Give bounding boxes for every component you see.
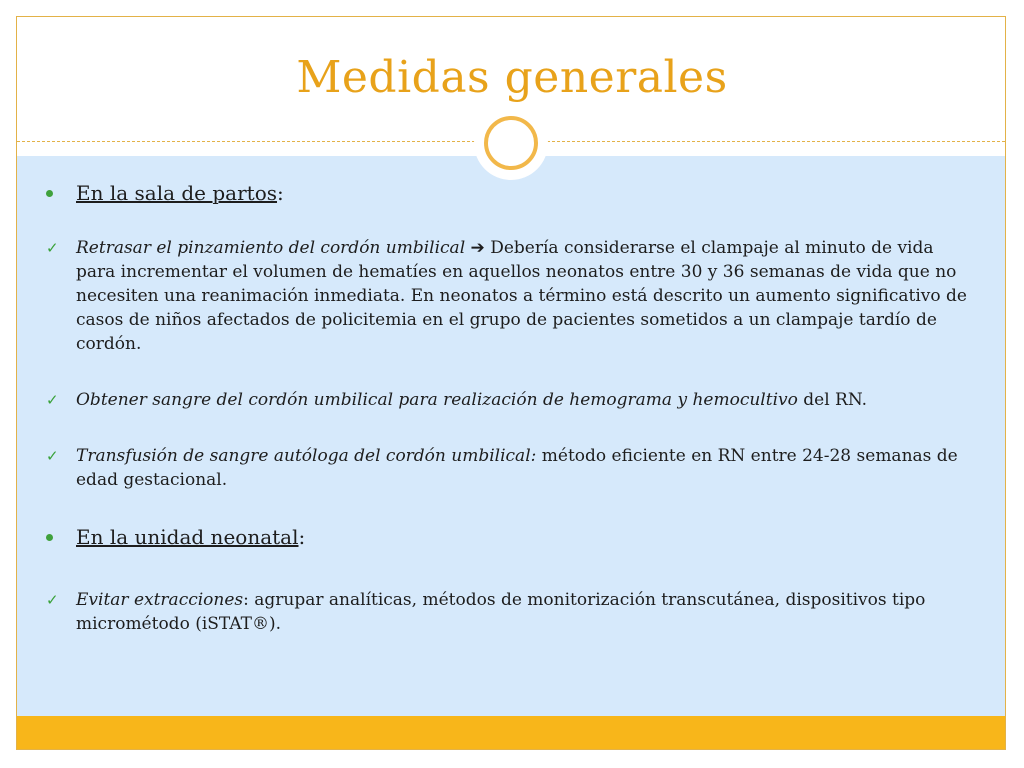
list-item-cord-clamping — [46, 236, 976, 356]
list-item-cord-blood — [46, 388, 976, 412]
check-icon: ✓ — [46, 239, 59, 257]
check-icon: ✓ — [46, 591, 59, 609]
list-item-autologous-transfusion — [46, 444, 976, 492]
bullet-dot-icon — [46, 534, 53, 541]
item-italic-text: Transfusión de sangre autóloga del cordón umbilical: — [76, 446, 537, 466]
item-text: Debería considerarse el clampaje al minuto de vida para incrementar el volumen de hematíes en aquellos neonatos entre 30 y 36 semanas de vida que no necesiten una reanimación inmediata. En neonatos a término está descrito un aumento significativo de casos de niños afectados de policitemia en el grupo de pacientes sometidos a un clampaje tardío de cordón. — [76, 238, 967, 354]
check-icon: ✓ — [46, 391, 59, 409]
item-italic-text: Retrasar el pinzamiento del cordón umbilical — [76, 238, 466, 258]
item-italic-text: Evitar extracciones — [76, 590, 244, 610]
item-italic-text: Obtener sangre del cordón umbilical para realización de hemograma y hemocultivo — [76, 390, 798, 410]
arrow-icon: ➔ — [465, 238, 491, 258]
heading-colon: : — [298, 525, 306, 549]
ring-ornament-icon — [484, 116, 538, 170]
slide-title: Medidas generales — [296, 52, 728, 103]
heading-colon: : — [277, 181, 284, 205]
item-text: : agrupar analíticas, métodos de monitorización transcutánea, dispositivos tipo micrométodo (iSTAT®). — [76, 590, 926, 634]
item-text: del RN. — [797, 390, 868, 410]
bullet-dot-icon — [46, 190, 53, 197]
list-item-avoid-extractions — [46, 588, 976, 636]
footer-bar — [17, 716, 1005, 749]
item-text: método eficiente en RN entre 24-28 semanas de edad gestacional. — [76, 446, 958, 490]
heading-text: En la unidad neonatal — [76, 525, 299, 549]
heading-text: En la sala de partos — [76, 181, 278, 205]
check-icon: ✓ — [46, 447, 59, 465]
